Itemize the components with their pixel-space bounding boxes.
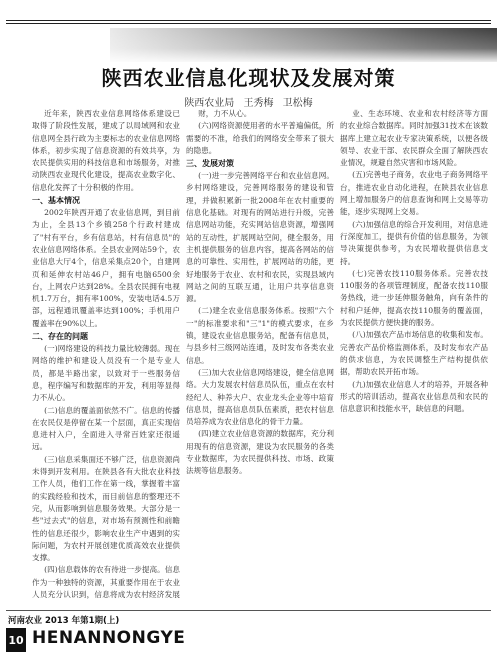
paragraph: 业、生态环境、农业和农村经济等方面的农业综合数据库。同时加强31技术在该数据库上建立起农业专家决策系统，以便各级领导、农业干部、农民群众全面了解陕西农业情况，规避自然灾害和市场风险。 [340, 109, 488, 168]
section-heading: 三、发展对策 [186, 159, 234, 169]
header-photo [110, 28, 497, 62]
text-column-1 [32, 108, 180, 602]
paragraph: (五)完善电子商务，农业电子商务网络平台，推进农业自动化进程，在陕县农业信息网上增加服务户的信息查询和网上交易等功能，逐步实现网上交易。 [340, 170, 488, 217]
top-rule [6, 20, 491, 24]
paragraph: 财，力不从心。 [198, 109, 252, 118]
paragraph: (四)信息载体的农有待进一步提高。信息作为一种独特的资源，其重要作用在于农业人员充分认识到，信息将成为农村经济发展 [32, 565, 180, 599]
article-authors: 陕西农业局 王秀梅 卫松梅 [184, 98, 313, 109]
text-column-3 [340, 108, 488, 602]
section-heading: 二、存在的问题 [32, 332, 88, 342]
article-title: 陕西农业信息化现状及发展对策 [101, 66, 396, 90]
paragraph: (七)完善农技110服务体系。完善农技110服务的各项管理制度，配备农技110服务热线，进一步延伸服务触角，向有条件的村和户延伸，提高农技110服务的覆盖面，为农民提供方便快捷的服务。 [340, 268, 488, 328]
paragraph: 近年来，陕西农业信息网络体系建设已取得了阶段性发展，建成了以局域网和农业信息网全县行政为主要标志的农业信息网络体系，初步实现了信息资源的有效共享，为农民提供实用的科技信息和市场服务，对推动陕西农业现代化建设，提高农业数字化、信息化发挥了十分积极的作用。 [32, 109, 180, 192]
paragraph: (九)加强农业信息人才的培养，开展各种形式的培训活动，提高农业信息员和农民的信息意识和技能水平，缺信息的问题。 [340, 379, 488, 414]
paragraph: (一)网络建设的科技力量比较薄弱。现在网络的维护和建设人员没有一个是专业人员，都是半路出家，以致对于一些服务信息，程序编写和数据库的开发，利用等显得力不从心。 [32, 344, 180, 403]
paragraph: (四)建立农业信息资源的数据库，充分利用现有的信息资源，建设为农民服务的各类专业数据库，为农民提供科技、市场、政策法规等信息服务。 [186, 429, 334, 476]
footer-issue: 河南农业 2013 年第1期(上) [8, 616, 120, 626]
paragraph: (六)网络资源使用者的水平普遍偏低，所需要的不准，给我们的网络安全带来了很大的隐患。 [186, 121, 334, 155]
paragraph: (二)建全农业信息服务体系。按照"六个一"的标准要求和"三"1"的模式要求，在乡镇，建设农业信息服务站，配备有信息员，与县乡村三级网站连通，及时发布各类农业信息。 [186, 306, 334, 365]
paragraph: (三)信息采集面还不够广泛，信息资源尚未得到开发利用。在陕县各有大批农业科技工作人员，他们工作在第一线，掌握着丰富的实践经验和技术，而目前信息的整理还不完，从而影响到信息服务效果。大部分是一些"过去式"的信息，对市场有预测性和前瞻性的信息还很少，影响农业生产中遇到的实际问题，为农村开展创建优质高效农业提供支撑。 [32, 454, 180, 563]
paragraph: (六)加强信息的综合开发利用，对信息进行深度加工，提供有价值的信息服务，为领导决策提供参考，为农民增收提供信息支持。 [340, 219, 488, 266]
text-column-2 [186, 108, 334, 602]
paragraph: (二)信息的覆盖面依然不广。信息的传播在农民仅是停留在某一个层面，真正实现信息进村入户，全面进入寻常百姓家还很遥远。 [32, 405, 180, 452]
footer-rule [6, 610, 491, 611]
paragraph: (一)进一步完善网络平台和农业信息网。乡村网络建设，完善网络服务的建设和管理，并做积累新一批2008年在农村重要的信息化基础。对现有的网站进行升级，完善信息网站功能，充实网站信息资源，增强网站的互动性，扩展网站空间，健全服务，用主机提供服务的信息内容，提高各网站的信息的可靠性、实用性，扩展网站的功能，更好地服务于农业、农村和农民，实现县域内网站之间的互联互通，让用户共享信息资源。 [186, 171, 334, 304]
paragraph: (三)加大农业信息网络建设，健全信息网络。大力发展农村信息员队伍，重点在农村经纪人、种养大户、农业龙头企业等中培育信息员，提高信息员队伍素质，把农村信息员培养成为农业信息化的骨干力量。 [186, 367, 334, 427]
journal-name: HENANNONGYE [32, 628, 186, 648]
section-heading: 一、基本情况 [32, 196, 80, 206]
paragraph: 2002年陕西开通了农业信息网，到目前为止，全县13个乡镇258个行政村建成了"村有平台，乡有信息站，村有信息员"的农业信息网络体系。全县农业网站59个，农业信息大厅4个，信息采集点20个，自建网页和延伸农村站46户，拥有电脑6500余台，上网农户达到28%。全县农民拥有电视机1.7万台，拥有率100%，安装电话4.5万部，远程通讯覆盖率达到100%；手机用户覆盖率在90%以上。 [32, 208, 180, 328]
paragraph: (八)加强农产品市场信息的收集和发布。完善农产品价格监测体系，及时发布农产品的供求信息，为农民调整生产结构提供依据，帮助农民开拓市场。 [340, 330, 488, 377]
page-number: 10 [6, 628, 26, 652]
